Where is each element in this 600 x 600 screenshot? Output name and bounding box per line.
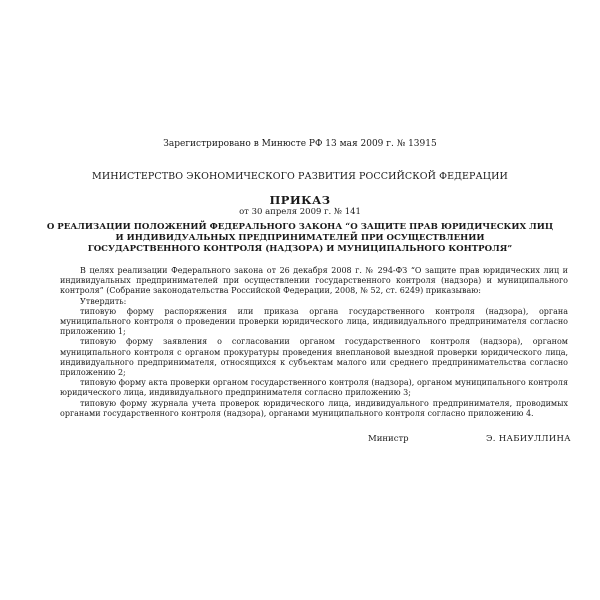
preamble-paragraph: В целях реализации Федерального закона от 26 декабря 2008 г. № 294-ФЗ “О защите прав юридических лиц и индивидуальных предпринимателей при осуществлении государственного контроля (надзора) и муниципального контроля” (Собрание законодательства Российской Федерации, 2008, № 52, ст. 6249) приказываю: [60,266,568,296]
list-item: типовую форму заявления о согласовании органом государственного контроля (надзора), органом муниципального контроля с органом прокуратуры проведения внеплановой выездной проверки юридического лица, индивидуального предпринимателя, относящихся к субъектам малого или среднего предпринимательства согласно приложению 2; [60,337,568,378]
document-heading [40,222,560,255]
list-item: типовую форму распоряжения или приказа органа государственного контроля (надзора), органа муниципального контроля о проведении проверки юридического лица, индивидуального предпринимателя согласно приложению 1; [60,306,568,337]
list-item: типовую форму журнала учета проверок юридического лица, индивидуального предпринимателя, проводимых органами государственного контроля (надзора), органами муниципального контроля согласно приложению 4. [60,398,568,418]
registration-note: Зарегистрировано в Минюсте РФ 13 мая 2009 г. № 13915 [163,139,437,149]
signature-role: Министр [368,434,409,444]
signature-name: Э. НАБИУЛЛИНА [486,434,571,444]
list-item: типовую форму акта проверки органом государственного контроля (надзора), органом муниципального контроля юридического лица, индивидуального предпринимателя согласно приложению 3; [60,378,568,398]
ministry-name: МИНИСТЕРСТВО ЭКОНОМИЧЕСКОГО РАЗВИТИЯ РОССИЙСКОЙ ФЕДЕРАЦИИ [92,171,508,182]
approve-paragraph: Утвердить: [80,296,127,306]
document-body [60,266,568,419]
order-title: ПРИКАЗ [269,193,331,207]
order-date: от 30 апреля 2009 г. № 141 [239,207,361,217]
heading-line: ГОСУДАРСТВЕННОГО КОНТРОЛЯ (НАДЗОРА) И МУНИЦИПАЛЬНОГО КОНТРОЛЯ” [87,244,513,254]
heading-line: И ИНДИВИДУАЛЬНЫХ ПРЕДПРИНИМАТЕЛЕЙ ПРИ ОСУЩЕСТВЛЕНИИ [115,233,485,243]
heading-line: О РЕАЛИЗАЦИИ ПОЛОЖЕНИЙ ФЕДЕРАЛЬНОГО ЗАКОНА “О ЗАЩИТЕ ПРАВ ЮРИДИЧЕСКИХ ЛИЦ [46,222,554,232]
